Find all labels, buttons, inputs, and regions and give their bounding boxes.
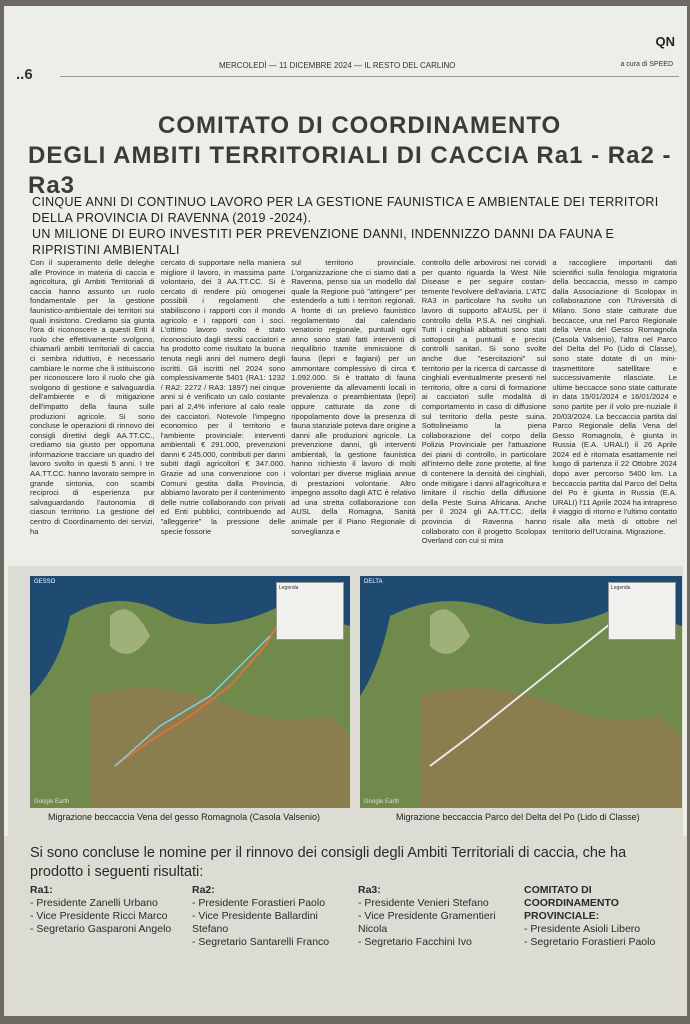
group-name: Ra1: [30, 884, 53, 896]
page-number: ..6 [16, 66, 33, 83]
map-gesso [30, 576, 350, 808]
group-line: - Segretario Gasparoni Angelo [30, 923, 172, 935]
map-tag: DELTA [364, 579, 383, 585]
group-line: - Segretario Santarelli Franco [192, 936, 330, 948]
article-column: Con il superamento delle deleghe alle Province in materia di caccia e agricoltura, gli Ambiti Territoriali di caccia hanno assunto un ruolo fondamentale per la gestione faunistico-ambientale dei territori sui quali insistono. Crediamo sia giunta l'ora di riconoscere a questi Enti il ruolo che effettivamente svolgono, chiamarli ambiti territoriali di caccia ci sembra riduttivo, è necessario cambiare le norme che li istituiscono per riconoscere loro il ruolo che già svolgono di gestione e salvaguardia dell'ambiente e di mitigazione dell'impatto della fauna sulle produzioni agricole. Si sono concluse le operazioni di rinnovo dei consigli direttivi degli AA.TT.CC., crediamo sia giusto per opportuna informazione tracciare un quadro del lavoro svolto in questi 5 anni. I tre AA.TT.CC. hanno lavorato sempre in grande sintonia, con scambi reciproci di esperienza pur salvaguardando l'autonomia di ciascun territorio. La gestione del centro di Coordinamento dei servizi, ha [30, 258, 155, 536]
results-group-ra2 [192, 884, 350, 949]
group-name: Ra2: [192, 884, 215, 896]
migration-maps [8, 566, 683, 836]
subheadline [32, 194, 681, 258]
map-legend: Legenda [608, 582, 676, 640]
map-legend: Legenda [276, 582, 344, 640]
masthead: MERCOLEDÌ — 11 DICEMBRE 2024 — IL RESTO DEL CARLINO [219, 61, 456, 70]
group-line: - Vice Presidente Ricci Marco [30, 910, 168, 922]
map-caption-delta: Migrazione beccaccia Parco del Delta del Po (Lido di Classe) [396, 812, 640, 822]
group-line: - Presidente Forastieri Paolo [192, 897, 326, 909]
group-line: - Presidente Asioli Libero [524, 923, 641, 935]
group-line: - Presidente Zanelli Urbano [30, 897, 158, 909]
results-group-ra3 [358, 884, 516, 949]
newspaper-page [4, 6, 687, 1016]
map-caption-gesso: Migrazione beccaccia Vena del gesso Romagnola (Casola Valsenio) [48, 812, 320, 822]
results-group-committee [524, 884, 682, 949]
headline [28, 111, 687, 201]
article-body [30, 258, 677, 558]
group-name: COMITATO DI COORDINAMENTO PROVINCIALE: [524, 884, 619, 922]
group-line: - Vice Presidente Ballardini Stefano [192, 910, 318, 935]
headline-line-2: DEGLI AMBITI TERRITORIALI DI CACCIA Ra1 - Ra2 - Ra3 [28, 142, 672, 199]
map-watermark: Google Earth [34, 799, 70, 805]
header-rule [60, 76, 679, 77]
article-column: cercato di supportare nella maniera migliore il lavoro, in massima parte volontario, dei 3 AA.TT.CC. Si è cercato di rendere più omogenei possibili i regolamenti che stabiliscono i rapporti con il mondo agricolo e i rapporti con i soci. L'ottimo lavoro svolto è stato riconosciuto dagli stessi cacciatori e ha prodotto come risultato la buona tenuta negli anni del numero degli iscritti. Gli iscritti nel 2024 sono complessivamente 5401 (RA1: 1232 / RA2: 2272 / RA3: 1897) nei cinque anni si è verificato un calo costante pari al 2,4% inferiore al calo reale dei cacciatori. Notevole l'impegno economico per il territorio e l'ambiente provinciale: interventi ambientali € 291.000, prevenzioni danni € 245.000, contributi per danni subiti dagli agricoltori € 347.000. Grazie ad una convenzione con i Comuni gestita dalla Provincia, abbiamo lavorato per il contenimento delle nutrie collaborando con privati ed Enti pubblici, contribuendo ad "alleggerire" la pressione delle specie fossorie [160, 258, 286, 536]
article-column: sul territorio provinciale. L'organizzazione che ci siamo dati a Ravenna, penso sia un modello dal quale la Regione può "attingere" per estenderlo a tutti i territori regionali. A fronte di un prelievo faunistico regolamentato dal calendario venatorio regionale, puntuali ogni anno sono stati fatti interventi di riequilibrio tramite immissione di fauna (lepri e fagiani) per un ammontare complessivo di circa € 1.092.000. Si è trattato di fauna proveniente da allevamenti locali in prevalenza o preambientata (lepri) oppure catturate da zone di ripopolamento dove la presenza di fauna stanziale poteva dare origine a danni alle produzioni agricole. La prevenzione danni, gli interventi ambientali, la gestione faunistica hanno richiesto il lavoro di molti volontari per diverse migliaia annue di prestazioni volontarie. Altro impegno assolto dagli ATC è relativo ad una stretta collaborazione con AUSL della Romagna, Sanità animale per il Piano Regionale di sorveglianza e [291, 258, 416, 536]
group-line: - Segretario Forastieri Paolo [524, 936, 656, 948]
map-delta [360, 576, 682, 808]
article-column: controllo delle arbovirosi nei corvidi per quanto riguarda la West Nile Disease e per seguire costan-temente l'evolvere dell'aviaria. L'ATC RA3 in particolare ha svolto un lavoro di supporto all'AUSL per il controllo della P.S.A. nei cinghiali. Tutti i cinghiali abbattuti sono stati sottoposti a puntuali e precisi controlli sanitari. Si sono svolte anche due "esercitazioni" sul territorio per la ricerca di carcasse di cinghiali eventualmente presenti nel territorio, oltre a corsi di formazione ai cacciatori sulle modalità di comportamento in caso di diffusione sul territorio della peste suina. Sottolineiamo la piena collaborazione del corpo della Polizia Provinciale per l'attuazione dei piani di controllo, in particolare all'interno delle zone protette, al fine di contenere la densità dei cinghiali, onde mitigare i danni all'agricoltura e limitare il rischio della diffusione della Peste Suina Africana. Anche per il 2024 gli AA.TT.CC. della provincia di Ravenna hanno collaborato con il progetto Scolopax Overland con cui si mira [421, 258, 547, 546]
results-group-ra1 [30, 884, 188, 936]
headline-line-1: COMITATO DI COORDINAMENTO [158, 112, 562, 139]
group-line: - Vice Presidente Gramentieri Nicola [358, 910, 496, 935]
article-column: a raccogliere importanti dati scientifici sulla fenologia migratoria della beccaccia, messo in campo dalla Associazione di Scolopax in collaborazione con l'Università di Milano. Sono state catturate due beccacce, una nel Parco Regionale della Vena del Gesso Romagnola (Casola Valsenio), l'altra nel Parco del Delta del Po (Lido di Classe), sono state dotate di un mini-trasmettitore satellitare e successivamente rilasciate. Le ultime beccacce sono state catturate in data 15/01/2024 e 16/01/2024 e sono partite per il volo pre-nuziale il 20/03/2024. La beccaccia partita dal Parco Regionale della Vena del Gesso Romagnola, è giunta in Russia (E.A. URALI) il 26 Aprile 2024 ed è ritornata esattamente nel luogo di partenza il 22 Ottobre 2024 dopo aver percorso 5400 km. La beccaccia partita dal Parco del Delta del Po è giunta in Russia (E.A. URALI) l'11 Aprile 2024 ha intrapreso il viaggio di ritorno e l'ultimo contatto risale alla metà di ottobre nel territorio dell'Ucraina. Migrazione. [552, 258, 677, 536]
map-tag: GESSO [34, 579, 56, 585]
results-box [4, 836, 687, 1016]
subheadline-line-2: UN MILIONE DI EURO INVESTITI PER PREVENZIONE DANNI, INDENNIZZO DANNI DA FAUNA E RIPRISTINI AMBIENTALI [32, 227, 615, 257]
results-intro: Si sono concluse le nomine per il rinnovo dei consigli degli Ambiti Territoriali di caccia, che ha prodotto i seguenti risultati: [30, 845, 627, 880]
group-line: - Segretario Facchini Ivo [358, 936, 472, 948]
curated-by: a cura di SPEED [620, 61, 673, 68]
group-line: - Presidente Venieri Stefano [358, 897, 489, 909]
map-watermark: Google Earth [364, 799, 400, 805]
subheadline-line-1: CINQUE ANNI DI CONTINUO LAVORO PER LA GESTIONE FAUNISTICA E AMBIENTALE DEI TERRITORI DELLA PROVINCIA DI RAVENNA (2019 -2024). [32, 195, 659, 225]
group-name: Ra3: [358, 884, 381, 896]
brand-logo: QN [655, 34, 675, 49]
